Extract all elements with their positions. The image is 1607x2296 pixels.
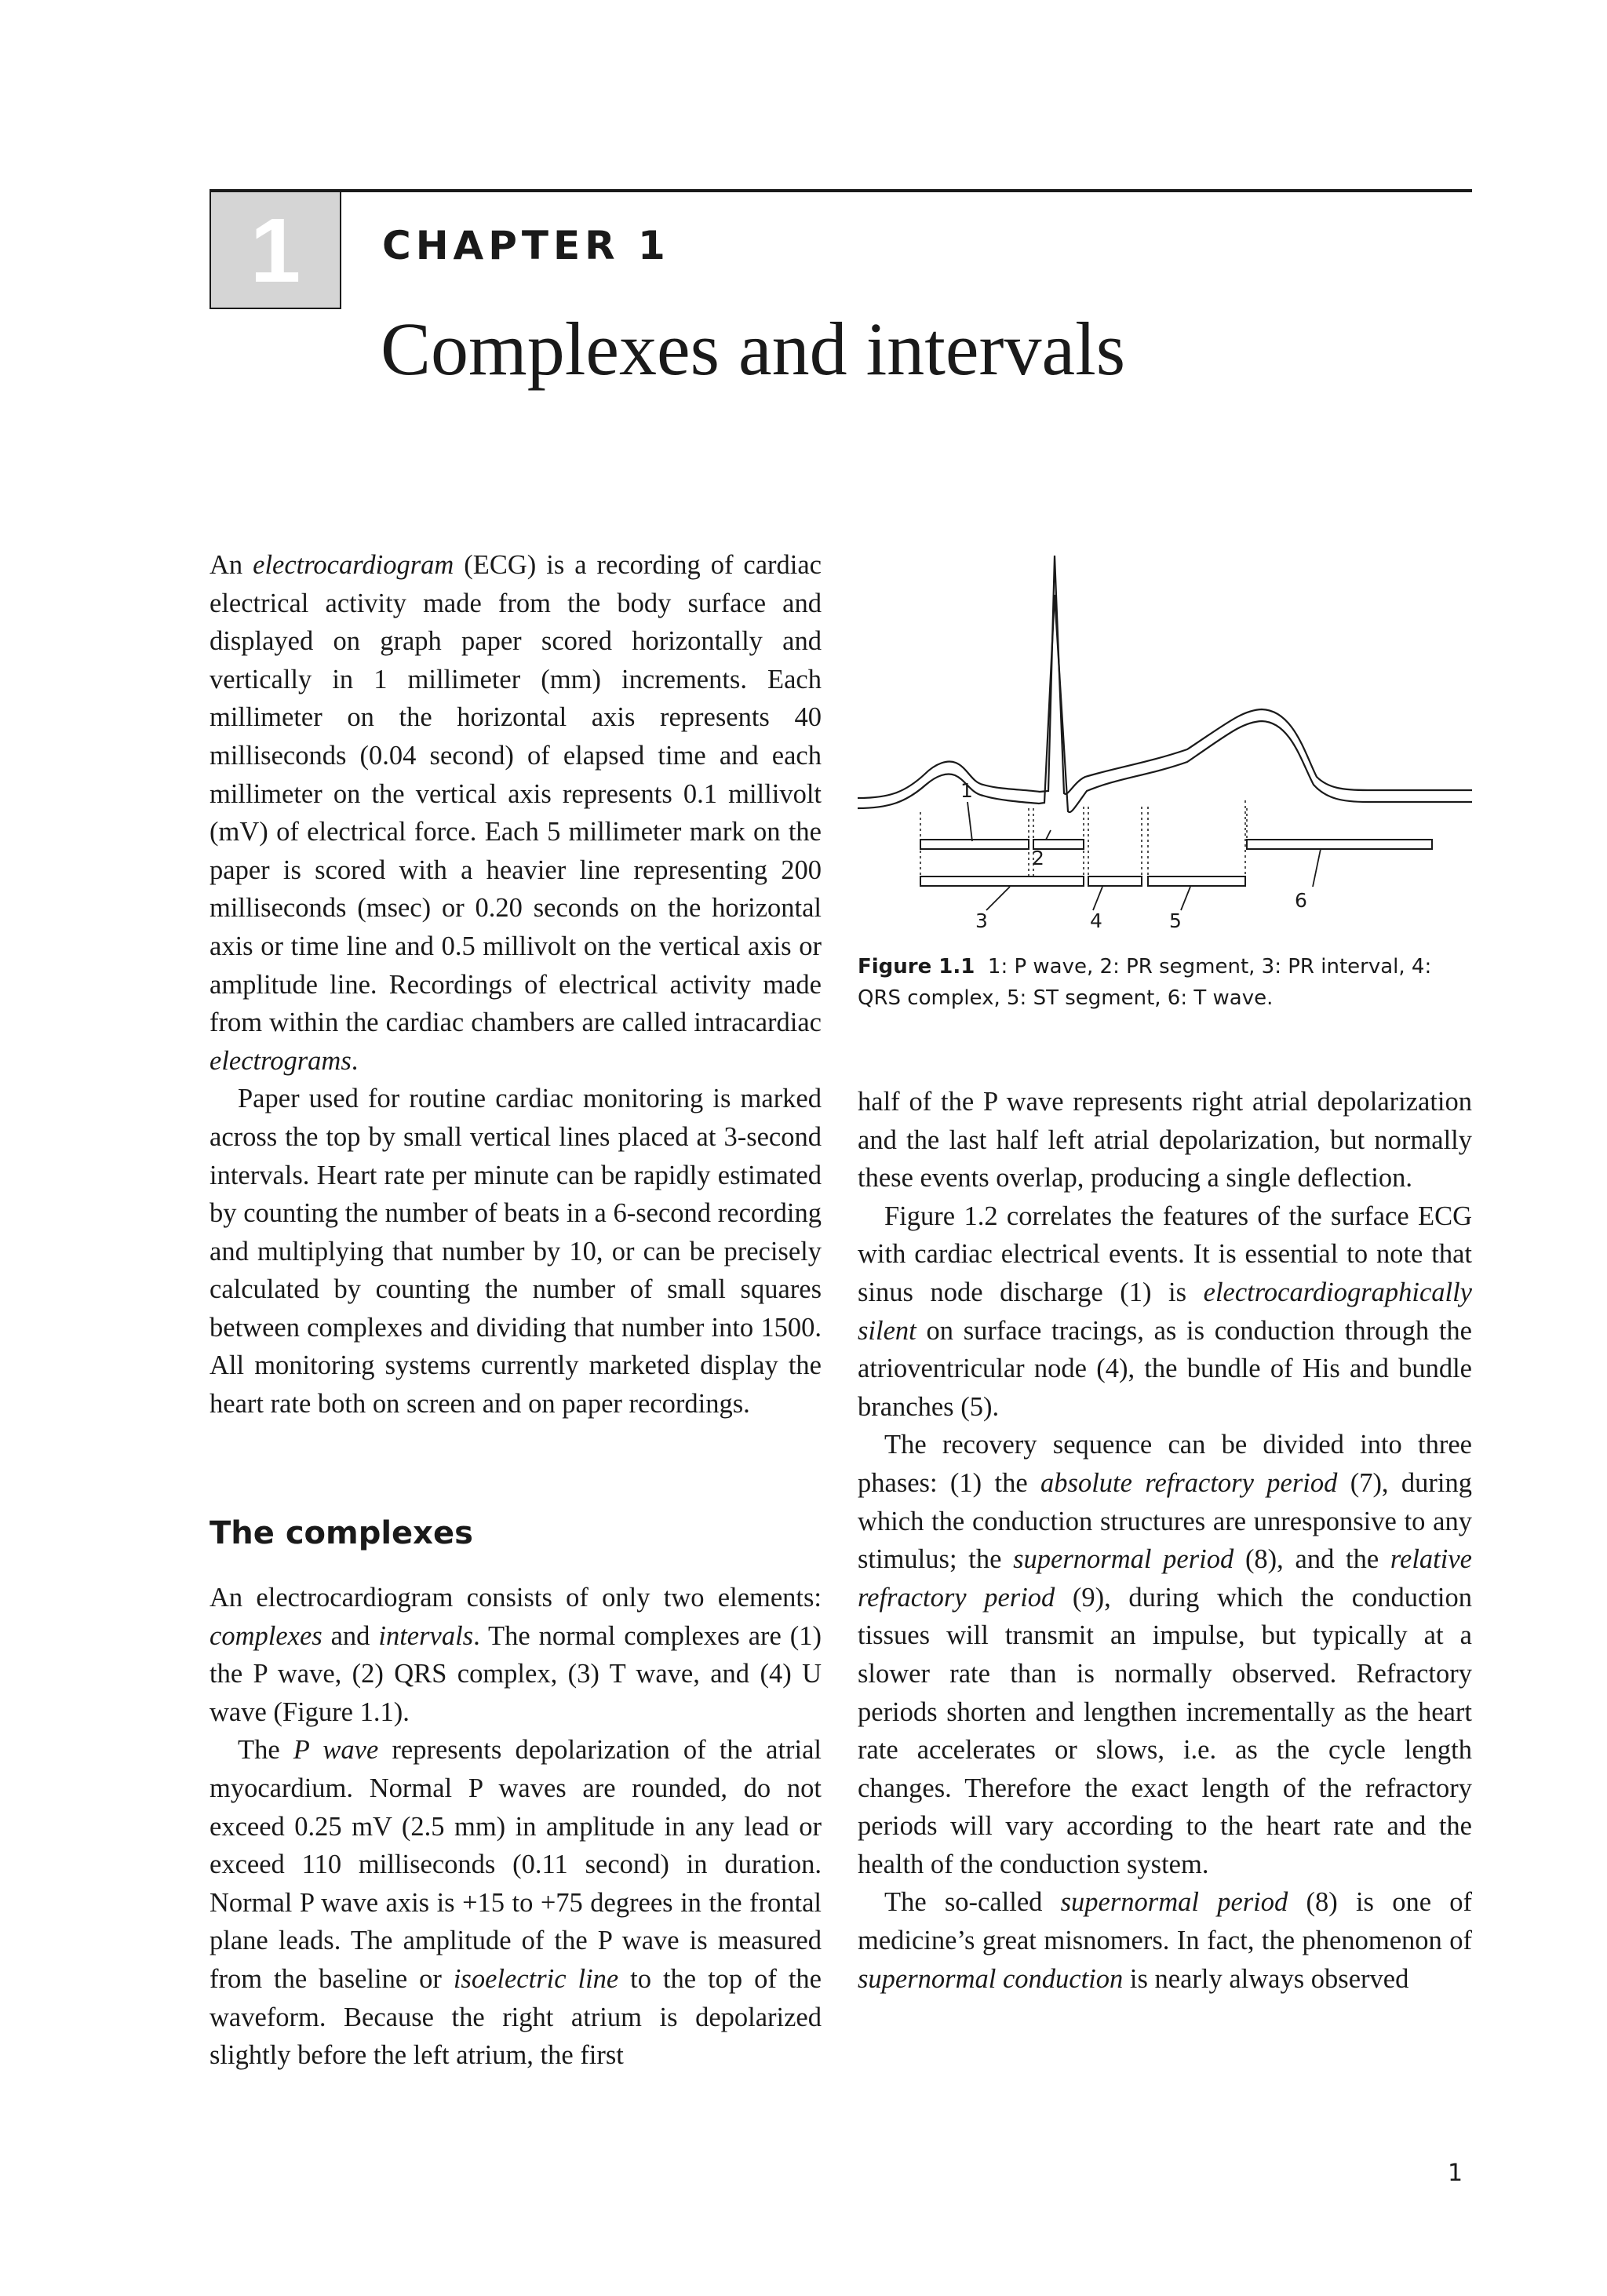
ecg-waveform-outer bbox=[858, 556, 1472, 798]
figure-caption-label: Figure 1.1 bbox=[858, 955, 975, 979]
label-6: 6 bbox=[1295, 889, 1307, 912]
ecg-waveform-inner bbox=[858, 595, 1472, 812]
bar-qrs bbox=[1088, 876, 1142, 886]
paragraph-p-wave-continued: half of the P wave represents right atrial depolarization and the last half left atrial depolarization, but normally these events overlap, producing a single deflection. bbox=[858, 1087, 1472, 1194]
label-1: 1 bbox=[960, 779, 973, 802]
left-column-bottom bbox=[210, 1579, 822, 2075]
chapter-label: CHAPTER 1 bbox=[382, 223, 670, 268]
bar-p-wave bbox=[920, 840, 1029, 849]
label-2: 2 bbox=[1032, 847, 1044, 869]
paragraph-monitoring-paper: Paper used for routine cardiac monitoring is marked across the top by small vertical lines placed at 3-second intervals. Heart rate per minute can be rapidly estimated by counting the number of beats in a 6-second recording and multiplying that number by 10, or can be precisely calculated by counting the number of small squares between complexes and dividing that number into 1500. All monitoring systems currently marketed display the heart rate both on screen and on paper recordings. bbox=[210, 1084, 822, 1420]
bar-pr-interval bbox=[920, 876, 1084, 886]
label-3: 3 bbox=[975, 909, 988, 932]
bar-t-wave bbox=[1247, 840, 1432, 849]
paragraph-supernormal: The so-called supernormal period (8) is one of medicine’s great misnomers. In fact, the phenomenon of supernormal conduction is nearly always observed bbox=[858, 1887, 1472, 1994]
paragraph-recovery-sequence: The recovery sequence can be divided into three phases: (1) the absolute refractory period (7), during which the conduction structures are unresponsive to any stimulus; the supernormal period (8), and the relative refractory period (9), during which the conduction tissues will transmit an impulse, but typically at a slower rate than is normally observed. Refractory periods shorten and lengthen incrementally as the heart rate accelerates or slows, i.e. as the cycle length changes. Therefore the exact length of the refractory periods will vary according to the heart rate and the health of the conduction system. bbox=[858, 1430, 1473, 1879]
bar-st-segment bbox=[1148, 876, 1245, 886]
figure-caption bbox=[858, 951, 1472, 1014]
label-4: 4 bbox=[1090, 909, 1102, 932]
paragraph-complexes: An electrocardiogram consists of only two elements: complexes and intervals. The normal complexes are (1) the P wave, (2) QRS complex, (3) T wave, and (4) U wave (Figure 1.1). bbox=[210, 1583, 822, 1727]
paragraph-p-wave: The P wave represents depolarization of the atrial myocardium. Normal P waves are rounded, do not exceed 0.25 mV (2.5 mm) in amplitude in any lead or exceed 110 milliseconds (0.11 second) in duration. Normal P wave axis is +15 to +75 degrees in the frontal plane leads. The amplitude of the P wave is measured from the baseline or isoelectric line to the top of the waveform. Because the right atrium is depolarized slightly before the left atrium, the first bbox=[210, 1735, 822, 2071]
chapter-number-box bbox=[210, 192, 341, 309]
page-number: 1 bbox=[1448, 2159, 1463, 2187]
left-column-top bbox=[210, 546, 822, 1423]
paragraph-figure-1-2: Figure 1.2 correlates the features of the surface ECG with cardiac electrical events. It is essential to note that sinus node discharge (1) is electrocardiographically silent on surface tracings, as is conduction through the atrioventricular node (4), the bundle of His and bundle branches (5). bbox=[858, 1201, 1472, 1422]
chapter-title: Complexes and intervals bbox=[381, 307, 1126, 391]
ecg-figure bbox=[858, 549, 1472, 942]
label-5: 5 bbox=[1169, 909, 1182, 932]
right-column bbox=[858, 1083, 1472, 1998]
figure-caption-text: 1: P wave, 2: PR segment, 3: PR interval, 4: QRS complex, 5: ST segment, 6: T wave. bbox=[858, 955, 1432, 1010]
section-heading: The complexes bbox=[210, 1515, 473, 1551]
chapter-top-rule bbox=[210, 189, 1472, 192]
chapter-number: 1 bbox=[250, 199, 301, 301]
paragraph-ecg-definition: An electrocardiogram (ECG) is a recording of cardiac electrical activity made from the body surface and displayed on graph paper scored horizontally and vertically in 1 millimeter (mm) increments. Each millimeter on the horizontal axis represents 40 milliseconds (0.04 second) of elapsed time and each millimeter on the vertical axis represents 0.1 millivolt (mV) of electrical force. Each 5 millimeter mark on the paper is scored with a heavier line representing 200 milliseconds (msec) or 0.20 seconds on the horizontal axis or time line and 0.5 millivolt on the vertical axis or amplitude line. Recordings of electrical activity made from within the cardiac chambers are called intracardiac electrograms. bbox=[210, 550, 822, 1076]
